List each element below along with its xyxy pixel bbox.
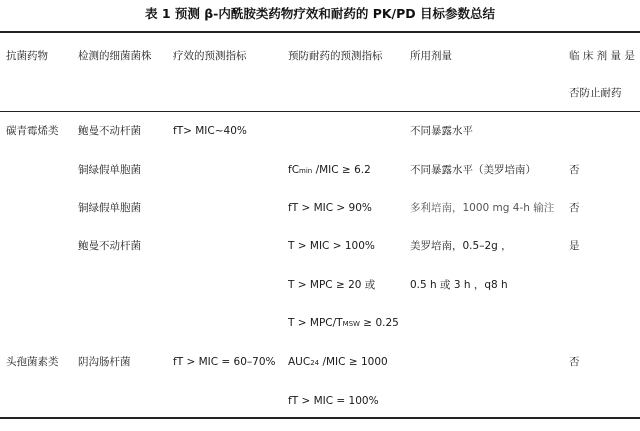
row-dose: 美罗培南，0.5–2g ， <box>410 240 512 252</box>
row-efficacy: fT > MIC = 60–70% <box>173 356 276 368</box>
row-prevents: 否 <box>569 202 580 214</box>
header-rule <box>0 111 640 112</box>
row-prevents: 是 <box>569 240 580 252</box>
row-dose: 不同暴露水平 <box>410 125 473 137</box>
header-efficacy: 疗效的预测指标 <box>173 50 247 62</box>
row-resistance: T > MIC > 100% <box>288 240 375 252</box>
row-drug: 碳青霉烯类 <box>6 125 59 137</box>
header-resistance: 预防耐药的预测指标 <box>288 50 383 62</box>
row-strain: 鲍曼不动杆菌 <box>78 240 141 252</box>
row-resistance: fCmin /MIC ≥ 6.2 <box>288 164 371 176</box>
table-title: 表 1 预测 β-内酰胺类药物疗效和耐药的 PK/PD 目标参数总结 <box>144 6 496 21</box>
row-efficacy: fT> MIC~40% <box>173 125 247 137</box>
row-resistance: fT > MIC > 90% <box>288 202 372 214</box>
row-strain: 铜绿假单胞菌 <box>78 202 141 214</box>
header-dose: 所用剂量 <box>410 50 452 62</box>
row-drug: 头孢菌素类 <box>6 356 59 368</box>
row-prevents: 否 <box>569 164 580 176</box>
header-strain: 检测的细菌菌株 <box>78 50 152 62</box>
header-drug: 抗菌药物 <box>6 50 48 62</box>
row-dose: 多利培南，1000 mg 4-h 输注 <box>410 202 555 214</box>
row-resistance: T > MPC ≥ 20 或 <box>288 279 376 291</box>
bottom-rule <box>0 417 640 419</box>
row-resistance: fT > MIC = 100% <box>288 395 379 407</box>
row-dose: 0.5 h 或 3 h ，q8 h <box>410 279 508 291</box>
row-strain: 鲍曼不动杆菌 <box>78 125 141 137</box>
header-prevents-line2: 否防止耐药 <box>569 87 622 99</box>
row-strain: 铜绿假单胞菌 <box>78 164 141 176</box>
row-resistance: AUC24 /MIC ≥ 1000 <box>288 356 388 368</box>
row-prevents: 否 <box>569 356 580 368</box>
top-rule <box>0 31 640 33</box>
row-dose: 不同暴露水平（美罗培南） <box>410 164 536 176</box>
row-resistance: T > MPC/TMSW ≥ 0.25 <box>288 317 399 329</box>
row-strain: 阴沟肠杆菌 <box>78 356 131 368</box>
header-prevents-line1: 临 床 剂 量 是 <box>569 50 635 62</box>
